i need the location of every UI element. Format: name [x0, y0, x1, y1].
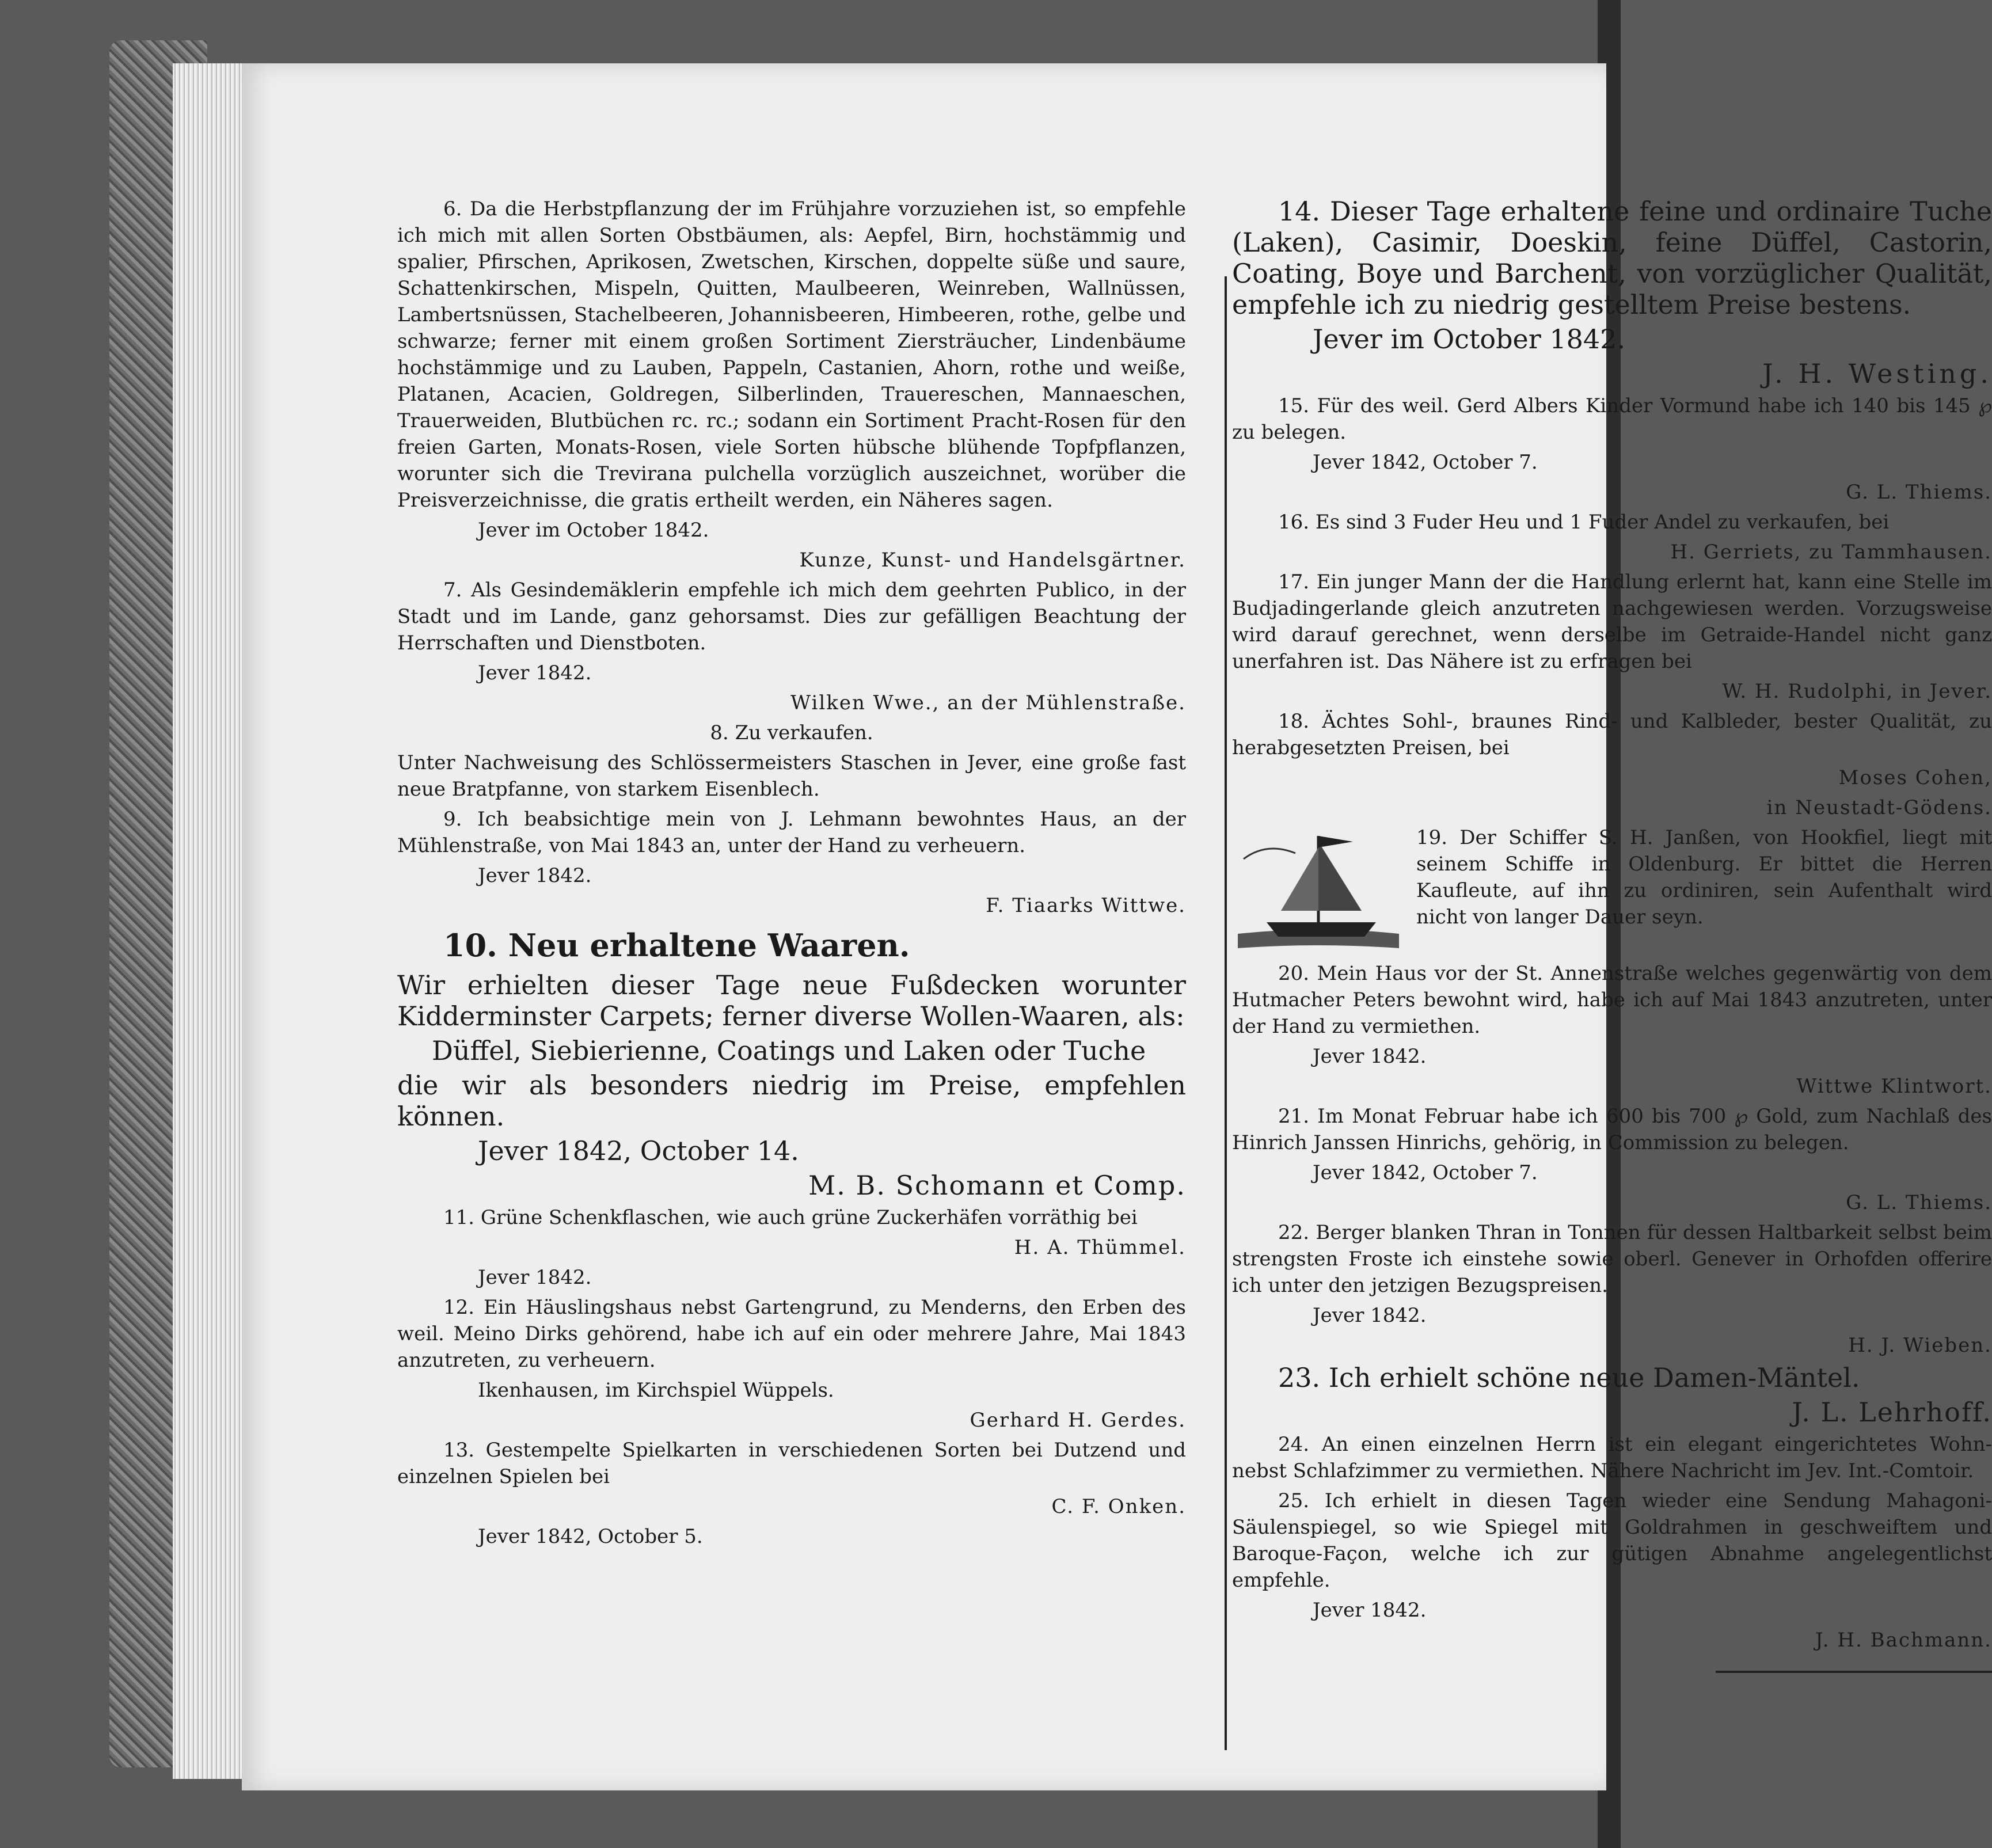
ad-18-signature-place: in Neustadt-Gödens. [1766, 796, 1992, 819]
ad-14-text: 14. Dieser Tage erhaltene feine und ordinaire Tuche (Laken), Casimir, Doeskin, feine Düffel, Castorin, Coating, Boye und Barchent, von vorzüglicher Qualität, empfehle ich zu niedrig gestelltem Preise bestens. [1232, 196, 1992, 320]
ad-9-signature: F. Tiaarks Wittwe. [986, 894, 1186, 917]
ad-10-heading: 10. Neu erhaltene Waaren. [443, 927, 910, 964]
ad-22-place: Jever 1842. [1313, 1304, 1427, 1327]
ad-25-text: 25. Ich erhielt in diesen Tagen wieder eine Sendung Mahagoni-Säulenspiegel, so wie Spiegel mit Goldrahmen in geschweiftem und Baroque-Façon, welche ich zur gütigen Abnahme angelegentlichst empfehle. [1232, 1489, 1992, 1592]
column-divider [1225, 276, 1227, 1750]
ad-13-place: Jever 1842, October 5. [478, 1525, 703, 1548]
ad-21-text: 21. Im Monat Februar habe ich 600 bis 700 ℘ Gold, zum Nachlaß des Hinrich Janssen Hinrichs, gehörig, in Commission zu belegen. [1232, 1105, 1992, 1154]
ad-9-text: 9. Ich beabsichtige mein von J. Lehmann bewohntes Haus, an der Mühlenstraße, von Mai 1843 an, unter der Hand zu verheuern. [397, 808, 1186, 857]
ad-9-place: Jever 1842. [478, 864, 592, 887]
ad-23-signature: J. L. Lehrhoff. [1792, 1397, 1992, 1428]
ad-21-place: Jever 1842, October 7. [1313, 1161, 1538, 1184]
ad-8-text: Unter Nachweisung des Schlössermeisters Staschen in Jever, eine große fast neue Bratpfanne, von starkem Eisenblech. [397, 751, 1186, 801]
ad-15-place: Jever 1842, October 7. [1313, 451, 1538, 474]
ship-icon [1232, 824, 1405, 957]
ad-11-signature: H. A. Thümmel. [1014, 1236, 1186, 1259]
ad-22-text: 22. Berger blanken Thran in Tonnen für dessen Haltbarkeit selbst beim strengsten Froste ich einstehe sowie oberl. Genever in Orhofden offerire ich unter den jetzigen Bezugspreisen. [1232, 1221, 1992, 1297]
ad-10-text: Wir erhielten dieser Tage neue Fußdecken worunter Kidderminster Carpets; ferner diverse Wollen-Waaren, als: [397, 969, 1186, 1032]
ad-13-text: 13. Gestempelte Spielkarten in verschiedenen Sorten bei Dutzend und einzelnen Spielen bei [397, 1439, 1186, 1488]
ad-14-place: Jever im October 1842. [1313, 324, 1626, 355]
ad-20-place: Jever 1842. [1313, 1045, 1427, 1068]
ad-19-text: 19. Der Schiffer S. H. Janßen, von Hookfiel, liegt mit seinem Schiffe in Oldenburg. Er bittet die Herren Kaufleute, auf ihn zu ordiniren, sein Aufenthalt wird nicht von langer Dauer seyn. [1416, 826, 1992, 929]
ad-6-signature: Kunze, Kunst- und Handelsgärtner. [799, 549, 1186, 572]
right-column [1232, 196, 1992, 1673]
ad-10-items: Düffel, Siebierienne, Coatings und Laken oder Tuche [432, 1035, 1146, 1066]
ad-13-signature: C. F. Onken. [1051, 1495, 1186, 1518]
ad-15-text: 15. Für des weil. Gerd Albers Kinder Vormund habe ich 140 bis 145 ℘ zu belegen. [1232, 394, 1992, 444]
ad-12-signature: Gerhard H. Gerdes. [970, 1409, 1186, 1432]
ad-10-signature: M. B. Schomann et Comp. [808, 1170, 1186, 1201]
ad-20-signature: Wittwe Klintwort. [1796, 1075, 1992, 1098]
ad-12-text: 12. Ein Häuslingshaus nebst Gartengrund, zu Menderns, den Erben des weil. Meino Dirks gehörend, habe ich auf ein oder mehrere Jahre, Mai 1843 anzutreten, zu verheuern. [397, 1296, 1186, 1372]
end-rule [1716, 1671, 1992, 1673]
ad-8-heading: 8. Zu verkaufen. [710, 721, 873, 744]
ad-18-signature: Moses Cohen, [1838, 766, 1992, 789]
ad-7-signature: Wilken Wwe., an der Mühlenstraße. [790, 691, 1186, 714]
newspaper-page [242, 63, 1992, 1790]
ad-6-place: Jever im October 1842. [478, 519, 709, 542]
ad-14-signature: J. H. Westing. [1762, 358, 1992, 389]
ad-21-signature: G. L. Thiems. [1846, 1191, 1992, 1214]
ad-20-text: 20. Mein Haus vor der St. Annenstraße welches gegenwärtig von dem Hutmacher Peters bewohnt wird, habe ich auf Mai 1843 anzutreten, unter der Hand zu vermiethen. [1232, 962, 1992, 1038]
ad-12-place: Ikenhausen, im Kirchspiel Wüppels. [478, 1379, 834, 1402]
ad-25-place: Jever 1842. [1313, 1599, 1427, 1622]
ad-10-text-2: die wir als besonders niedrig im Preise, empfehlen können. [397, 1070, 1186, 1132]
ad-17-signature: W. H. Rudolphi, in Jever. [1722, 680, 1992, 703]
ad-24-text: 24. An einen einzelnen Herrn ist ein elegant eingerichtetes Wohn- nebst Schlafzimmer zu vermiethen. Nähere Nachricht im Jev. Int.-Comtoir. [1232, 1433, 1992, 1482]
ad-10-place: Jever 1842, October 14. [478, 1135, 799, 1166]
ad-11-text: 11. Grüne Schenkflaschen, wie auch grüne Zuckerhäfen vorräthig bei [443, 1206, 1138, 1229]
ad-19-box [1232, 824, 1992, 957]
ad-15-signature: G. L. Thiems. [1846, 481, 1992, 504]
ad-6-text: 6. Da die Herbstpflanzung der im Frühjahre vorzuziehen ist, so empfehle ich mich mit allen Sorten Obstbäumen, als: Aepfel, Birn, hochstämmig und spalier, Pfirschen, Aprikosen, Zwetschen, Kirschen, doppelte süße und saure, Schattenkirschen, Mispeln, Quitten, Maulbeeren, Weinreben, Wallnüssen, Lambertsnüssen, Stachelbeeren, Johannisbeeren, Himbeeren, rothe, gelbe und schwarze; ferner mit einem großen Sortiment Ziersträucher, Lindenbäume hochstämmige und zu Lauben, Pappeln, Castanien, Ahorn, rothe und weiße, Platanen, Acacien, Goldregen, Silberlinden, Trauereschen, Mannaeschen, Trauerweiden, Blutbüchen rc. rc.; sodann ein Sortiment Pracht-Rosen für den freien Garten, Monats-Rosen, viele Sorten hübsche blühende Topfpflanzen, worunter sich die Trevirana pulchella vorzüglich auszeichnet, worüber die Preisverzeichnisse, die gratis ertheilt werden, ein Näheres sagen. [397, 197, 1186, 512]
ad-18-text: 18. Ächtes Sohl-, braunes Rind- und Kalbleder, bester Qualität, zu herabgesetzten Preisen, bei [1232, 710, 1992, 759]
ad-16-signature: H. Gerriets, zu Tammhausen. [1670, 541, 1992, 564]
ad-22-signature: H. J. Wieben. [1848, 1334, 1992, 1357]
ad-16-text: 16. Es sind 3 Fuder Heu und 1 Fuder Andel zu verkaufen, bei [1278, 511, 1890, 534]
ad-23-text: 23. Ich erhielt schöne neue Damen-Mäntel. [1278, 1362, 1860, 1393]
ad-25-signature: J. H. Bachmann. [1815, 1629, 1992, 1652]
ad-11-place: Jever 1842. [478, 1266, 592, 1289]
ad-17-text: 17. Ein junger Mann der die Handlung erlernt hat, kann eine Stelle im Budjadingerlande gleich anzutreten nachgewiesen werden. Vorzugsweise wird darauf gerechnet, wenn derselbe im Getraide-Handel nicht ganz unerfahren ist. Das Nähere ist zu erfragen bei [1232, 571, 1992, 673]
ad-7-text: 7. Als Gesindemäklerin empfehle ich mich dem geehrten Publico, in der Stadt und im Lande, ganz gehorsamst. Dies zur gefälligen Beachtung der Herrschaften und Dienstboten. [397, 579, 1186, 655]
left-column [397, 196, 1186, 1553]
ad-7-place: Jever 1842. [478, 661, 592, 685]
